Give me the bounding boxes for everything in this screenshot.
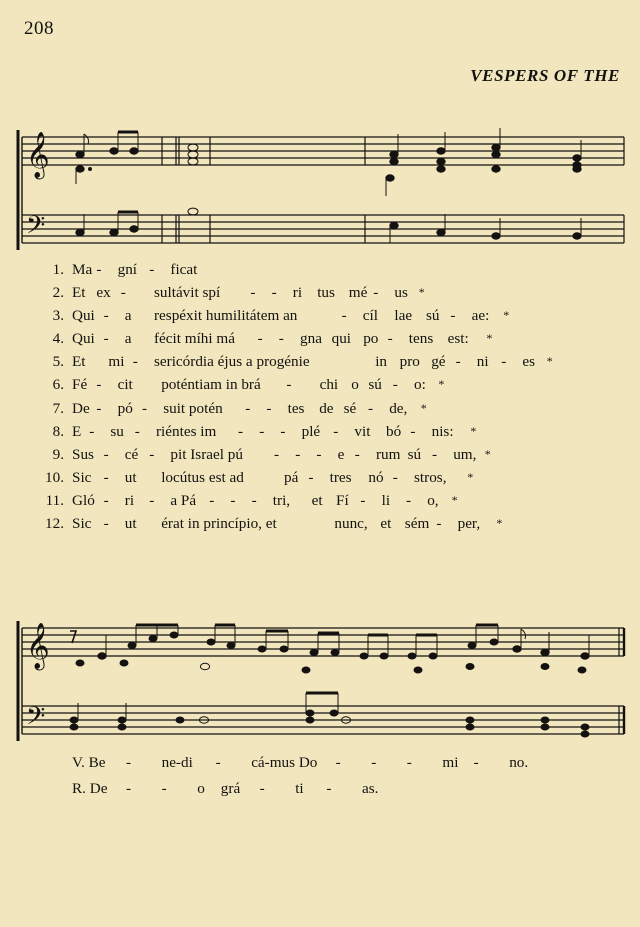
bass-clef-icon: 𝄢 — [26, 211, 46, 246]
verse-syllable: - — [96, 376, 102, 394]
response-row — [0, 776, 640, 802]
verse-syllable: sé — [343, 399, 357, 417]
verse-syllable: - — [103, 468, 109, 486]
verse-syllable: tus — [317, 284, 335, 302]
response-syllable: - — [126, 754, 132, 771]
verse-syllable: sú — [368, 376, 382, 394]
verse-row — [0, 512, 640, 535]
pointing-mark: * — [451, 492, 458, 507]
verse-syllable: a — [124, 307, 132, 325]
verse-syllable: Qui — [72, 307, 95, 325]
pointing-mark: * — [484, 446, 491, 461]
verse-syllable: us — [394, 284, 408, 302]
verse-syllable: su — [110, 422, 124, 440]
verse-syllable: ut — [124, 468, 137, 486]
verse-syllable: Fí — [336, 491, 349, 509]
verse-number: 1. — [52, 261, 64, 278]
verse-syllable: o — [351, 376, 359, 394]
verse-syllable: per, — [457, 515, 481, 533]
verse-syllable: Et — [72, 353, 86, 371]
verse-syllable: - — [132, 353, 138, 371]
verse-syllable: - — [295, 445, 301, 463]
pointing-mark: * — [467, 469, 474, 484]
verse-syllable: nis: — [431, 422, 454, 440]
verse-syllable: tres — [329, 468, 352, 486]
verse-syllable: - — [278, 330, 284, 348]
verse-syllable: ex — [96, 284, 111, 302]
verse-syllable: - — [387, 330, 393, 348]
response-syllable: - — [335, 754, 341, 771]
response-table — [0, 750, 640, 802]
verse-syllable: - — [501, 353, 507, 371]
response-syllable: - — [406, 754, 412, 771]
verse-syllable: nó — [368, 468, 384, 486]
response-syllable: - — [371, 754, 377, 771]
verse-syllable: cíl — [362, 307, 378, 325]
verse-syllable: Ma — [72, 261, 93, 278]
response-syllable: - — [215, 754, 221, 771]
verse-syllable: bó — [386, 422, 402, 440]
pointing-mark: * — [470, 423, 477, 438]
verse-number: 7. — [52, 399, 64, 417]
verse-syllable: Gló — [72, 491, 95, 509]
verse-syllable: nunc, — [334, 515, 368, 533]
verse-syllable: rum — [376, 445, 401, 463]
verse-row — [0, 397, 640, 420]
verse-syllable: - — [450, 307, 456, 325]
verse-number: 2. — [52, 284, 64, 302]
response-syllable: - — [259, 780, 265, 797]
verse-syllable: - — [286, 376, 292, 394]
verse-syllable: - — [259, 422, 265, 440]
response-syllable: grá — [220, 780, 241, 797]
verse-row — [0, 304, 640, 327]
verse-number: 6. — [52, 376, 64, 394]
verse-syllable: - — [406, 491, 412, 509]
verse-syllable: vit — [354, 422, 371, 440]
pointing-mark: * — [546, 354, 553, 369]
verse-syllable: - — [250, 284, 256, 302]
verse-syllable: - — [316, 445, 322, 463]
verse-syllable: - — [245, 399, 251, 417]
verse-syllable: gna — [300, 330, 322, 348]
verse-syllable: a — [124, 330, 132, 348]
pointing-mark: * — [486, 331, 493, 346]
verse-syllable: cé — [124, 445, 139, 463]
response-syllable: as. — [362, 780, 379, 797]
response-syllable: R. De — [72, 780, 108, 797]
verse-syllable: um, — [453, 445, 477, 463]
page-number: 208 — [24, 18, 54, 39]
pointing-mark: * — [438, 377, 445, 392]
verse-number: 4. — [52, 330, 64, 348]
verse-syllable: e — [337, 445, 345, 463]
verse-syllable: tens — [408, 330, 434, 348]
verse-row — [0, 420, 640, 443]
verse-syllable: o, — [427, 491, 439, 509]
response-syllable: o — [197, 780, 205, 797]
verse-syllable: suit potén — [163, 399, 223, 417]
treble-clef-icon: 𝄞 — [26, 623, 50, 669]
verse-syllable: - — [257, 330, 263, 348]
verse-syllable: - — [308, 468, 314, 486]
verse-row — [0, 350, 640, 373]
verse-syllable: ri — [292, 284, 303, 302]
verse-syllable: - — [455, 353, 461, 371]
verse-syllable: li — [381, 491, 391, 509]
verse-syllable: de, — [389, 399, 408, 417]
verse-number: 8. — [52, 422, 64, 440]
verse-syllable: gé — [431, 353, 446, 371]
verse-syllable: érat in princípio, et — [161, 515, 277, 533]
response-syllable: V. Be — [72, 754, 106, 771]
verse-syllable: - — [266, 399, 272, 417]
verse-syllable: - — [103, 445, 109, 463]
pointing-mark: * — [503, 308, 510, 323]
verse-syllable: sú — [426, 307, 440, 325]
pointing-mark: * — [496, 516, 503, 531]
response-syllable: - — [161, 780, 167, 797]
music-system-2 — [0, 607, 640, 747]
verse-syllable: sultávit spí — [154, 284, 221, 302]
verse-syllable: fécit míhi má — [154, 330, 235, 348]
verse-number: 10. — [45, 468, 64, 486]
verse-syllable: gní — [117, 261, 138, 278]
verse-syllable: ae: — [471, 307, 490, 325]
verse-number: 12. — [45, 515, 64, 533]
verse-syllable: - — [103, 491, 109, 509]
verse-syllable: ut — [124, 515, 137, 533]
verse-syllable: sém — [404, 515, 430, 533]
pointing-mark: * — [418, 285, 425, 300]
verse-syllable: - — [432, 445, 438, 463]
verse-syllable: Sus — [72, 445, 94, 463]
music-system-1 — [0, 118, 640, 258]
verse-syllable: - — [96, 399, 102, 417]
verse-syllable: pro — [399, 353, 420, 371]
verse-syllable: - — [373, 284, 379, 302]
pointing-mark: * — [420, 400, 427, 415]
response-syllable: - — [473, 754, 479, 771]
response-syllable: - — [126, 780, 132, 797]
bass-clef-icon: 𝄢 — [26, 702, 46, 737]
verse-syllable: locútus est ad — [161, 468, 244, 486]
verse-syllable: pit Israel pú — [170, 445, 243, 463]
verse-syllable: riéntes im — [156, 422, 217, 440]
verse-syllable: in — [375, 353, 388, 371]
verse-syllable: - — [410, 422, 416, 440]
verse-syllable: De — [72, 399, 90, 417]
verse-syllable: Sic — [72, 468, 92, 486]
verse-syllable: - — [149, 261, 155, 278]
verse-syllable: - — [271, 284, 277, 302]
verse-syllable: Sic — [72, 515, 92, 533]
treble-clef-icon: 𝄞 — [26, 132, 50, 178]
verse-syllable: o: — [414, 376, 426, 394]
verse-syllable: mé — [348, 284, 368, 302]
verse-row — [0, 327, 640, 350]
verse-syllable: qui — [331, 330, 352, 348]
verse-syllable: po — [363, 330, 379, 348]
verse-syllable: ficat — [170, 261, 198, 278]
verse-syllable: - — [103, 515, 109, 533]
response-syllable: cá-mus Do — [251, 754, 318, 771]
verse-syllable: mi — [108, 353, 125, 371]
verse-row — [0, 443, 640, 466]
response-row — [0, 750, 640, 776]
verse-row — [0, 466, 640, 489]
verse-syllable: Qui — [72, 330, 95, 348]
verse-syllable: - — [333, 422, 339, 440]
verse-syllable: - — [103, 307, 109, 325]
verse-number: 3. — [52, 307, 64, 325]
verse-syllable: a Pá — [170, 491, 197, 509]
verse-number: 11. — [45, 491, 64, 509]
verse-syllable: et — [311, 491, 323, 509]
response-syllable: mi — [442, 754, 459, 771]
verse-syllable: - — [392, 376, 398, 394]
verse-syllable: - — [354, 445, 360, 463]
verse-syllable: cit — [117, 376, 133, 394]
verse-syllable: - — [134, 422, 140, 440]
verse-row — [0, 373, 640, 396]
verse-syllable: pá — [284, 468, 299, 486]
verse-syllable: - — [142, 399, 148, 417]
verse-syllable: - — [149, 445, 155, 463]
verse-syllable: et — [380, 515, 392, 533]
verse-syllable: ni — [476, 353, 489, 371]
response-syllable: - — [326, 780, 332, 797]
verse-syllable: - — [96, 261, 102, 278]
verse-syllable: chi — [319, 376, 339, 394]
verse-syllable: - — [368, 399, 374, 417]
verse-row — [0, 281, 640, 304]
running-head: VESPERS OF THE — [470, 66, 620, 85]
verse-syllable: - — [209, 491, 215, 509]
verse-syllable: Et — [72, 284, 86, 302]
verse-syllable: - — [280, 422, 286, 440]
verse-syllable: tri, — [272, 491, 291, 509]
verse-number: 9. — [52, 445, 64, 463]
verse-table — [0, 258, 640, 535]
verse-syllable: E — [72, 422, 82, 440]
response-syllable: ne-di — [161, 754, 193, 771]
response-syllable: ti — [295, 780, 304, 797]
verse-syllable: - — [103, 330, 109, 348]
verse-syllable: sú — [407, 445, 422, 463]
verse-syllable: - — [436, 515, 442, 533]
verse-syllable: lae — [394, 307, 413, 325]
verse-syllable: poténtiam in brá — [161, 376, 261, 394]
verse-syllable: de — [319, 399, 334, 417]
verse-row — [0, 489, 640, 512]
verse-syllable: est: — [447, 330, 469, 348]
verse-syllable: - — [230, 491, 236, 509]
verse-syllable: - — [274, 445, 280, 463]
verse-syllable: - — [120, 284, 126, 302]
verse-syllable: - — [251, 491, 257, 509]
verse-syllable: - — [149, 491, 155, 509]
verse-syllable: es — [522, 353, 536, 371]
verse-syllable: stros, — [414, 468, 447, 486]
verse-syllable: ri — [124, 491, 135, 509]
verse-row — [0, 258, 640, 281]
response-syllable: no. — [509, 754, 529, 771]
verse-number: 5. — [52, 353, 64, 371]
verse-syllable: plé — [301, 422, 321, 440]
verse-syllable: tes — [287, 399, 305, 417]
verse-syllable: Fé — [72, 376, 88, 394]
verse-syllable: - — [89, 422, 95, 440]
verse-syllable: pó — [117, 399, 133, 417]
verse-syllable: - — [238, 422, 244, 440]
verse-syllable: - — [360, 491, 366, 509]
verse-syllable: respéxit humilitátem an — [154, 307, 298, 325]
verse-syllable: sericórdia éjus a progénie — [154, 353, 310, 371]
verse-syllable: - — [341, 307, 347, 325]
verse-syllable: - — [392, 468, 398, 486]
